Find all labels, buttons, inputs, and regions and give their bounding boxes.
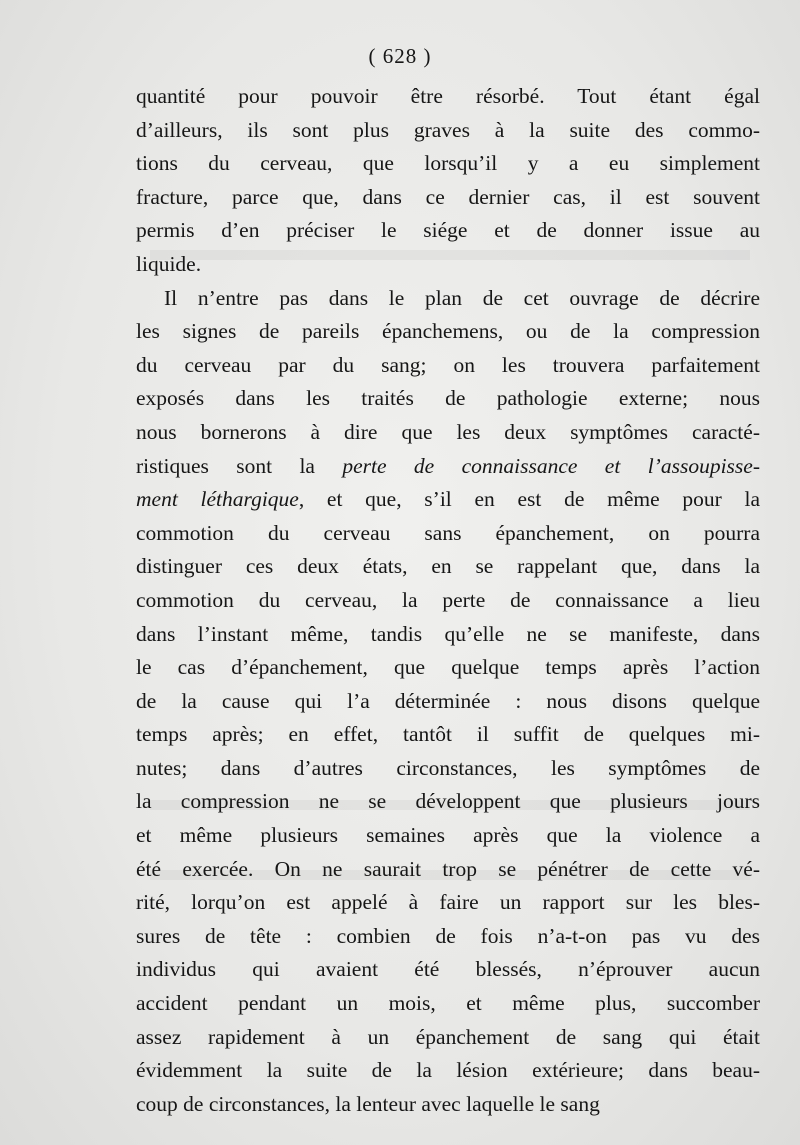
text-line: accident pendant un mois, et même plus, succomber: [136, 991, 760, 1016]
text-line: évidemment la suite de la lésion extérieure; dans beau-: [136, 1058, 760, 1083]
text-line-with-italic: [136, 483, 760, 517]
text-line: rité, lorqu’on est appelé à faire un rapport sur les bles-: [136, 890, 760, 915]
text-line: commotion du cerveau, la perte de connaissance a lieu: [136, 587, 760, 612]
text-line: du cerveau par du sang; on les trouvera parfaitement: [136, 352, 760, 377]
text-line: de la cause qui l’a déterminée : nous disons quelque: [136, 688, 760, 713]
paragraph-start-line: Il n’entre pas dans le plan de cet ouvrage de décrire: [164, 285, 760, 310]
text-run: ristiques sont la: [136, 453, 343, 478]
text-line: tions du cerveau, que lorsqu’il y a eu simplement: [136, 151, 760, 176]
text-line: dans l’instant même, tandis qu’elle ne se manifeste, dans: [136, 621, 760, 646]
text-line: les signes de pareils épanchemens, ou de la compression: [136, 319, 760, 344]
text-line-with-italic: [136, 450, 760, 484]
text-line: assez rapidement à un épanchement de sang qui était: [136, 1024, 760, 1049]
text-line: fracture, parce que, dans ce dernier cas, il est souvent: [136, 184, 760, 209]
text-line: permis d’en préciser le siége et de donner issue au: [136, 218, 760, 243]
text-line: et même plusieurs semaines après que la violence a: [136, 823, 760, 848]
body-text: [136, 80, 760, 1121]
text-line: la compression ne se développent que plusieurs jours: [136, 789, 760, 814]
text-line: coup de circonstances, la lenteur avec laquelle le sang: [136, 1091, 600, 1116]
text-line: liquide.: [136, 251, 202, 276]
text-line: d’ailleurs, ils sont plus graves à la suite des commo-: [136, 117, 760, 142]
text-line: temps après; en effet, tantôt il suffit de quelques mi-: [136, 722, 760, 747]
text-line: exposés dans les traités de pathologie externe; nous: [136, 386, 760, 411]
italic-run: perte de connaissance et l’assoupisse-: [342, 453, 760, 478]
text-line: nous bornerons à dire que les deux symptômes caracté-: [136, 419, 760, 444]
text-line: quantité pour pouvoir être résorbé. Tout étant égal: [136, 84, 760, 108]
text-line: été exercée. On ne saurait trop se pénétrer de cette vé-: [136, 856, 760, 881]
text-line: le cas d’épanchement, que quelque temps après l’action: [136, 655, 760, 680]
text-line: commotion du cerveau sans épanchement, on pourra: [136, 520, 760, 545]
page-number: ( 628 ): [368, 44, 432, 68]
text-line: distinguer ces deux états, en se rappelant que, dans la: [136, 554, 760, 579]
italic-run: ment léthargique: [136, 487, 299, 512]
text-line: nutes; dans d’autres circonstances, les symptômes de: [136, 755, 760, 780]
text-line: sures de tête : combien de fois n’a-t-on pas vu des: [136, 923, 760, 948]
text-line: individus qui avaient été blessés, n’éprouver aucun: [136, 957, 760, 982]
text-run: , et que, s’il en est de même pour la: [298, 487, 760, 512]
